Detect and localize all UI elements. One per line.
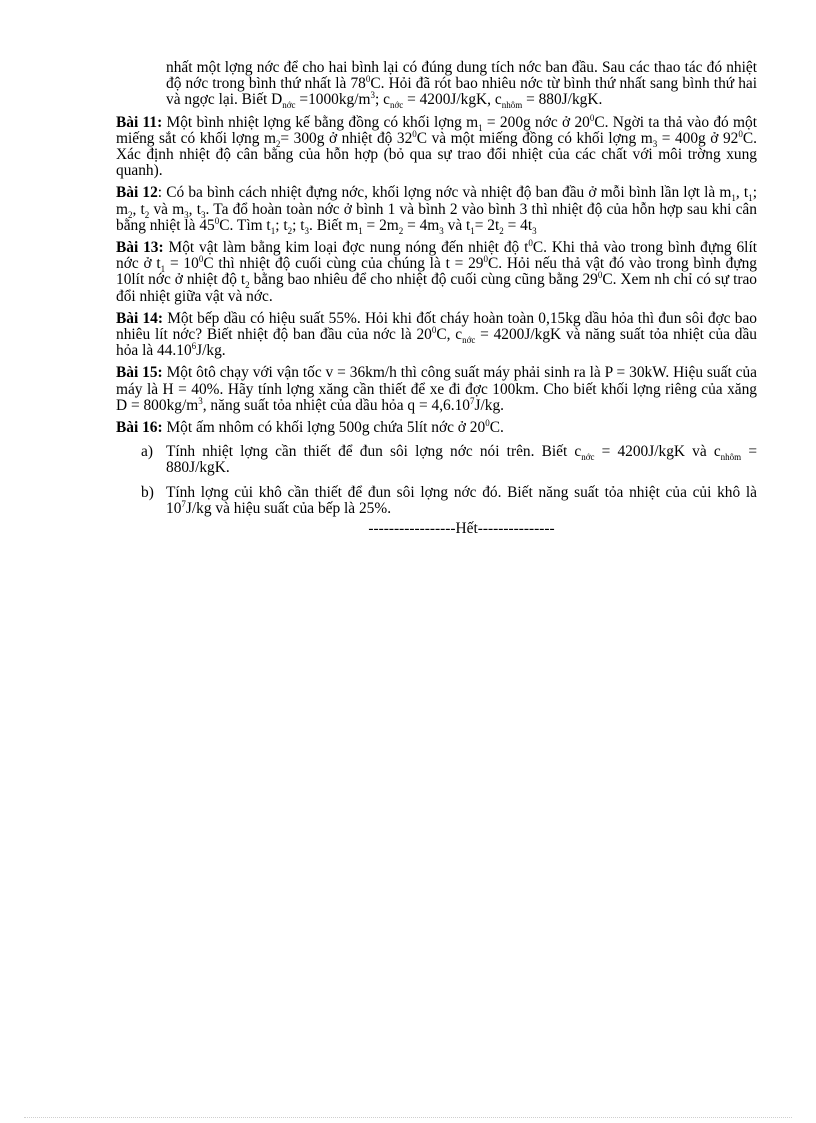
exercise-16-part-b: b) Tính lợng củi khô cần thiết để đun sôi lợng nớc đó. Biết năng suất tỏa nhiệt của củi khô là $10^7J/kg$ và hiệu suất của bếp là 25%. — [141, 483, 757, 517]
exercise-16-part-a: a) Tính nhiệt lợng cần thiết để đun sôi lợng nớc nói trên. Biết $c_{nớc} = 4200J/kgK$ và $c_{nhôm} = 880J/kgK$. — [141, 443, 757, 477]
exercise-15: Bài 15: Một ôtô chạy với vận tốc v = 36km/h thì công suất máy phải sinh ra là P = 30kW. Hiệu suất của máy là H = 40%. Hãy tính lợng xăng cần thiết để xe đi đợc 100km. Cho biết khối lợng riêng của xăng $D = 800kg/m^3$, năng suất tỏa nhiệt của dầu hỏa $q = 4,6.10^7J/kg$. — [116, 364, 757, 414]
exercise-title: Bài 13: — [116, 239, 164, 257]
exercise-14: Bài 14: Một bếp dầu có hiệu suất 55%. Hỏi khi đốt cháy hoàn toàn 0,15kg dầu hỏa thì đun sôi đợc bao nhiêu lít nớc? Biết nhiệt độ ban đầu của nớc là $20^0C$, $c_{nớc} = 4200J/kgK$ và năng suất tỏa nhiệt của dầu hỏa là 44.10$^6$J/kg. — [116, 309, 757, 360]
exercise-13: Bài 13: Một vật làm bằng kim loại đợc nung nóng đến nhiệt độ $t^0C$. Khi thả vào trong bình đựng 6lít nớc ở $t_1 = 10^0C$ thì nhiệt độ cuối cùng của chúng là $t = 29^0C$. Hỏi nếu thả vật đó vào trong bình đựng 10lít nớc ở nhiệt độ $t_2$ bằng bao nhiêu để cho nhiệt độ cuối cùng cũng bằng $29^0C$. Xem nh chỉ có sự trao đổi nhiệt giữa vật và nớc. — [116, 237, 757, 305]
document-body — [116, 60, 757, 537]
list-marker: a) — [141, 443, 153, 461]
exercise-title: Bài 15: — [116, 364, 163, 382]
intro-paragraph: nhất một lợng nớc để cho hai bình lại có đúng dung tích nớc ban đầu. Sau các thao tác đó nhiệt độ nớc trong bình thứ nhất là $78^0C$. Hỏi đã rót bao nhiêu nớc từ bình thứ nhất sang bình thứ hai và ngợc lại. Biết $D_{nớc} =1000kg/m^3$; $c_{nớc} = 4200J/kgK$, $c_{nhôm} = 880J/kgK$. — [166, 59, 758, 111]
exercise-12: Bài 12: Có ba bình cách nhiệt đựng nớc, khối lợng nớc và nhiệt độ ban đầu ở mỗi bình lần lợt là $m_1$, $t_1$; $m_2$, $t_2$ và $m_3$, $t_3$. Ta đổ hoàn toàn nớc ở bình 1 và bình 2 vào bình 3 thì nhiệt độ của hỗn hợp sau khi cân bằng nhiệt là $45^0C$. Tìm $t_1$; $t_2$; $t_3$. Biết $m_1 = 2m_2 = 4m_3$ và $t_1= 2t_2 = 4t_3$ — [116, 184, 757, 236]
exercise-16: Bài 16: Một ấm nhôm có khối lợng 500g chứa 5lít nớc ở $20^0C$. — [116, 417, 504, 437]
exercise-11: Bài 11: Một bình nhiệt lợng kế bằng đồng có khối lợng $m_1 = 200g$ nớc ở $20^0C$. Ngời ta thả vào đó một miếng sắt có khối lợng $m_2= 300g$ ở nhiệt độ $32^0C$ và một miếng đồng có khối lợng $m_3 = 400g$ ở $92^0C$. Xác định nhiệt độ cân bằng của hỗn hợp (bỏ qua sự trao đổi nhiệt của các chất với môi trờng xung quanh). — [116, 112, 758, 180]
exercise-title: Bài 12 — [116, 184, 158, 202]
exercise-title: Bài 14: — [116, 309, 163, 327]
list-marker: b) — [141, 483, 154, 501]
exercise-title: Bài 11: — [116, 113, 163, 131]
page-bottom-divider — [24, 1117, 792, 1118]
exercise-title: Bài 16: — [116, 419, 163, 437]
end-of-document-line: -----------------Hết--------------- — [368, 520, 555, 538]
